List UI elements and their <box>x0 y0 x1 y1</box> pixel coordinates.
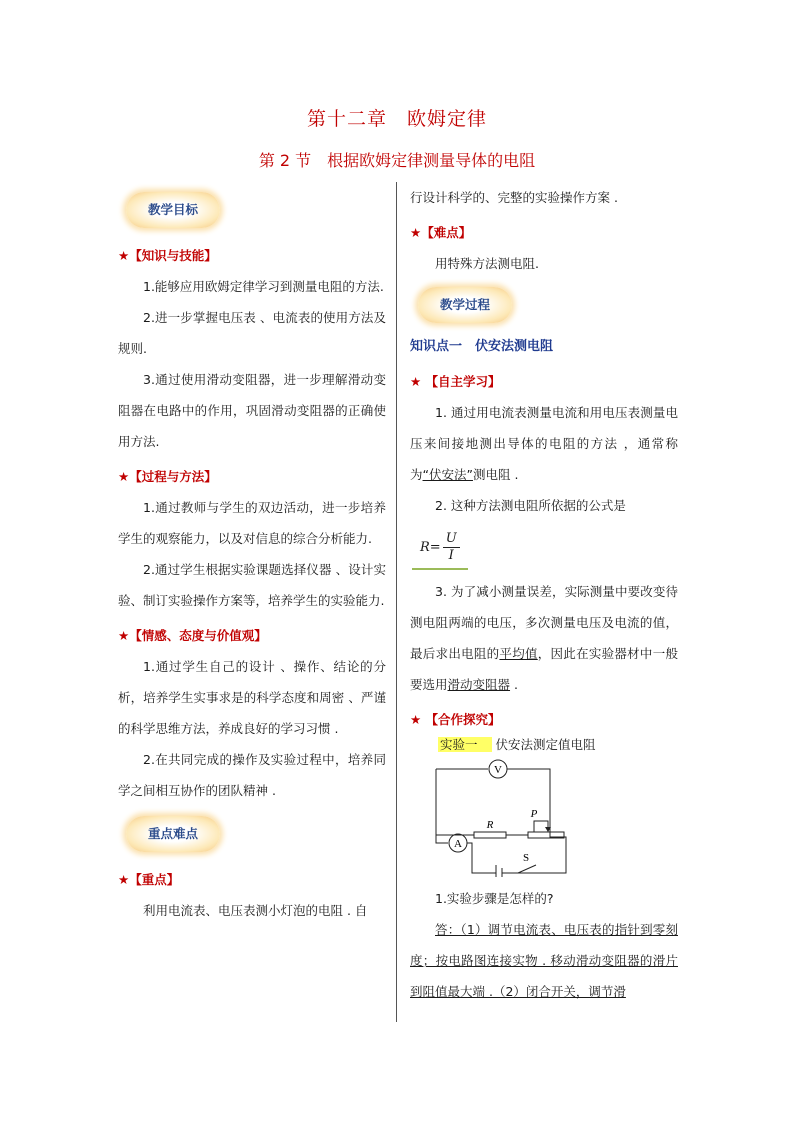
key-point-heading: ★【重点】 <box>118 872 180 887</box>
self-study-heading: ★ 【自主学习】 <box>410 374 501 389</box>
formula-fraction <box>443 531 460 564</box>
difficult-point-text: 用特殊方法测电阻. <box>435 256 539 271</box>
column-divider <box>396 182 397 1022</box>
formula-numerator: U <box>443 531 460 548</box>
slider-label: P <box>530 808 538 820</box>
knowledge-item-1: 1.能够应用欧姆定律学习到测量电阻的方法. <box>143 279 384 294</box>
teaching-goals-badge: 教学目标 <box>126 192 220 228</box>
answer-1: 答：（1）调节电流表、电压表的指针到零刻度；按电路图连接实物 . 移动滑动变阻器的滑片到阻值最大端 .（2）闭合开关，调节滑 <box>410 922 678 999</box>
emotion-item-1: 1.通过学生自己的设计 、操作、结论的分析，培养学生实事求是的科学态度和周密 、严谨的科学思维方法，养成良好的学习习惯 . <box>118 659 386 736</box>
voltmeter-label: V <box>494 764 502 776</box>
knowledge-skills-heading: ★【知识与技能】 <box>118 248 217 263</box>
ohm-formula <box>412 527 468 570</box>
self-study-item-3 <box>410 576 678 700</box>
cooperative-inquiry-heading: ★ 【合作探究】 <box>410 712 501 727</box>
circuit-diagram <box>432 759 572 877</box>
section-title: 第 2 节 根据欧姆定律测量导体的电阻 <box>258 151 536 170</box>
average-value-term: 平均值 <box>499 646 538 661</box>
emotion-values-heading: ★【情感、态度与价值观】 <box>118 628 267 643</box>
key-point-text: 利用电流表、电压表测小灯泡的电阻 . 自 <box>143 903 368 918</box>
chapter-title: 第十二章 欧姆定律 <box>306 108 487 130</box>
difficult-point-heading: ★【难点】 <box>410 225 472 240</box>
resistor-label: R <box>486 819 494 831</box>
experiment-1-line <box>410 735 678 755</box>
experiment-1-tag: 实验一 <box>438 737 492 752</box>
teaching-process-badge: 教学过程 <box>418 287 512 323</box>
question-1: 1.实验步骤是怎样的? <box>435 891 554 906</box>
process-item-1: 1.通过教师与学生的双边活动，进一步培养学生的观察能力，以及对信息的综合分析能力. <box>118 500 386 546</box>
left-column <box>118 188 386 926</box>
knowledge-item-2: 2.进一步掌握电压表 、电流表的使用方法及规则. <box>118 310 386 356</box>
self-study-item-3-text-c: . <box>510 677 518 692</box>
key-point-continued: 行设计科学的、完整的实验操作方案 . <box>410 190 618 205</box>
self-study-item-2: 2. 这种方法测电阻所依据的公式是 <box>435 498 626 513</box>
experiment-1-title: 伏安法测定值电阻 <box>495 737 596 752</box>
knowledge-point-1-title: 知识点一 伏安法测电阻 <box>410 339 554 354</box>
process-methods-heading: ★【过程与方法】 <box>118 469 217 484</box>
right-column <box>410 182 678 1007</box>
switch-label: S <box>522 852 530 864</box>
knowledge-item-3: 3.通过使用滑动变阻器，进一步理解滑动变阻器在电路中的作用，巩固滑动变阻器的正确使用方法. <box>118 372 386 449</box>
key-difficult-badge: 重点难点 <box>126 816 220 852</box>
self-study-item-1-text: 1. 通过用电流表测量电流和用电压表测量电压来间接地测出导体的电阻的方法 ，通常称为 <box>410 405 678 482</box>
emotion-item-2: 2.在共同完成的操作及实验过程中，培养同学之间相互协作的团队精神 . <box>118 752 386 798</box>
self-study-item-1-end: 测电阻 . <box>472 467 519 482</box>
ammeter-label: A <box>454 838 462 850</box>
self-study-item-1 <box>410 397 678 490</box>
rheostat-term: 滑动变阻器 <box>447 677 511 692</box>
self-study-item-3-text-b: ，因此在实验器材中一般要选用 <box>410 646 678 692</box>
self-study-item-3-text-a: 3. 为了减小测量误差，实际测量中要改变待测电阻两端的电压，多次测量电压及电流的值，最后求出电阻的 <box>410 584 678 661</box>
process-item-2: 2.通过学生根据实验课题选择仪器 、设计实验、制订实验操作方案等，培养学生的实验能力. <box>118 562 386 608</box>
formula-lhs: R= <box>420 540 441 555</box>
voltammetry-term: “伏安法” <box>422 467 473 482</box>
formula-denominator: I <box>448 548 454 563</box>
